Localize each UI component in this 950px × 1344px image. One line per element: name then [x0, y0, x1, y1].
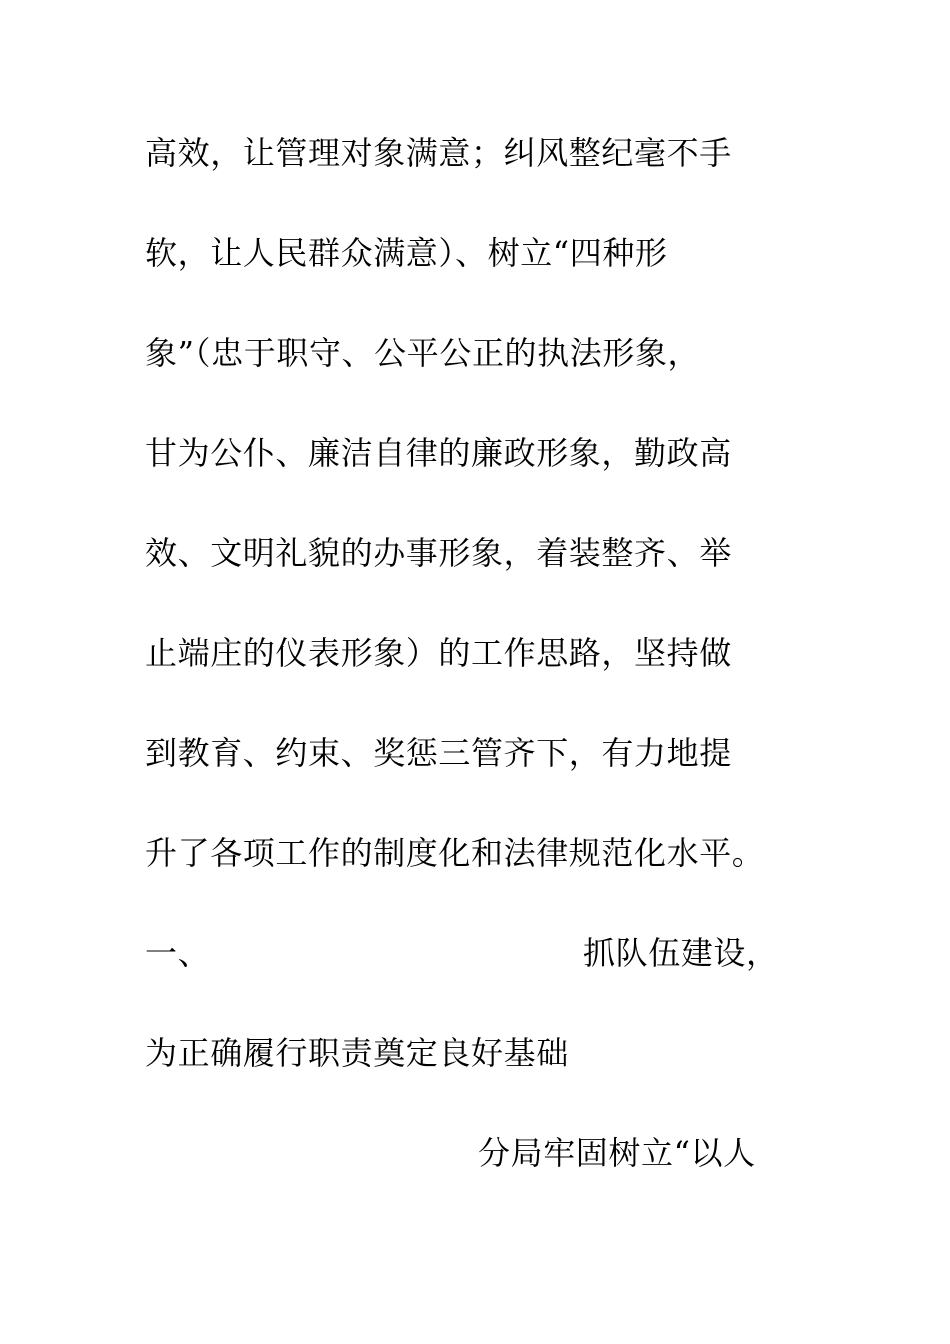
body-text-line: 升了各项工作的制度化和法律规范化水平。	[145, 834, 765, 872]
body-text-line: 象”（忠于职守、公平公正的执法形象，	[145, 334, 701, 372]
body-text-line: 止端庄的仪表形象）的工作思路，坚持做	[145, 634, 732, 672]
paragraph-start: 分局牢固树立“以人	[478, 1134, 756, 1172]
body-text-line: 效、文明礼貌的办事形象，着装整齐、举	[145, 534, 732, 572]
body-text-line: 甘为公仆、廉洁自律的廉政形象，勤政高	[145, 434, 732, 472]
section-number: 一、	[145, 934, 211, 972]
body-text-line: 高效，让管理对象满意；纠风整纪毫不手	[145, 134, 732, 172]
body-text-line: 软，让人民群众满意）、树立“四种形	[145, 234, 668, 272]
body-text-line: 到教育、约束、奖惩三管齐下，有力地提	[145, 734, 732, 772]
section-heading-part1: 抓队伍建设，	[583, 934, 779, 972]
section-heading-part2: 为正确履行职责奠定良好基础	[145, 1034, 569, 1072]
